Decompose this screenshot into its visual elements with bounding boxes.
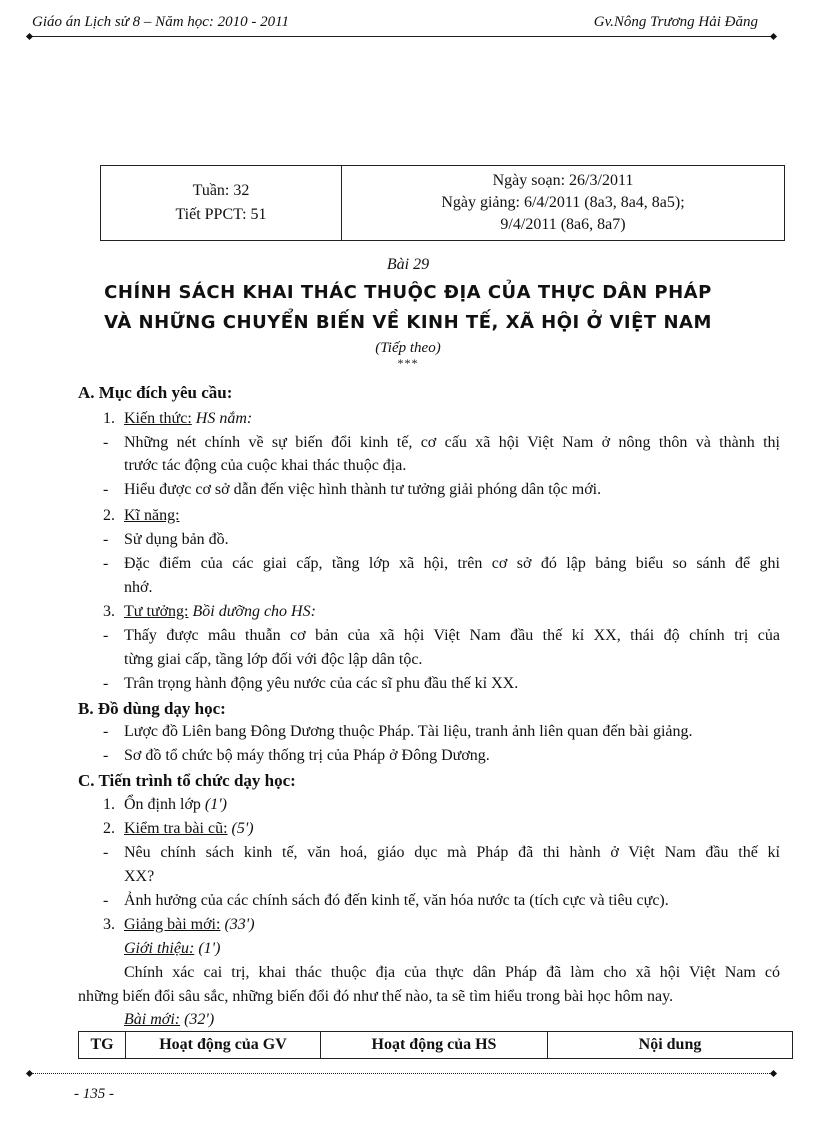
schedule-info-table [100, 165, 785, 241]
attitude-item-1-line-2: từng giai cấp, tầng lớp đối với độc lập dân tộc. [124, 651, 423, 668]
bullet-dash: - [103, 531, 109, 548]
header-rule [30, 36, 774, 37]
main-lesson-heading [124, 1011, 214, 1029]
bullet-dash: - [103, 892, 109, 909]
review-question-1-line-1: Nêu chính sách kinh tế, văn hoá, giáo dục mà Pháp đã thi hành ở Việt Nam đầu thế kỉ [124, 844, 780, 861]
introduction-text-line-1: Chính xác cai trị, khai thác thuộc địa của thực dân Pháp đã làm cho xã hội Việt Nam có [124, 964, 780, 981]
column-header-teacher-activity: Hoạt động của GV [126, 1032, 321, 1058]
new-lesson-label: Giảng bài mới: [124, 916, 221, 933]
main-lesson-time: (32') [184, 1011, 215, 1028]
bullet-dash: - [103, 434, 109, 451]
review-question-2: Ảnh hưởng của các chính sách đó đến kinh tế, văn hóa nước ta (tích cực và tiêu cực). [124, 892, 669, 909]
activities-table-header [78, 1031, 793, 1059]
review-time: (5') [231, 820, 254, 837]
class-order-number: 1. [103, 796, 115, 813]
new-lesson-step [124, 916, 255, 934]
week-number: Tuần: 32 [192, 182, 250, 199]
footer-rule-left-diamond [26, 1070, 33, 1077]
introduction-text-line-2: những biến đổi sâu sắc, những biến đổi đó như thế nào, ta sẽ tìm hiểu trong bài học hôm nay. [78, 988, 674, 1005]
introduction-heading [124, 940, 220, 958]
review-number: 2. [103, 820, 115, 837]
knowledge-item-1-line-2: trước tác động của cuộc khai thác thuộc địa. [124, 457, 407, 474]
footer-rule-right-diamond [770, 1070, 777, 1077]
introduction-time: (1') [198, 940, 221, 957]
review-label: Kiểm tra bài cũ: [124, 820, 228, 837]
review-question-1-line-2: XX? [124, 868, 155, 885]
skills-number: 2. [103, 507, 115, 524]
page-number: - 135 - [74, 1086, 114, 1102]
introduction-label: Giới thiệu: [124, 940, 195, 957]
period-number: Tiết PPCT: 51 [175, 206, 267, 223]
knowledge-note: HS nắm: [195, 410, 253, 427]
section-a-heading: A. Mục đích yêu cầu: [78, 383, 233, 402]
knowledge-heading [124, 410, 252, 428]
attitude-item-1-line-1: Thấy được mâu thuẫn cơ bản của xã hội Việt Nam đầu thế kỉ XX, thái độ chính trị của [124, 627, 780, 644]
review-step [124, 820, 254, 838]
header-rule-left-diamond [26, 33, 33, 40]
skills-item-2-line-1: Đặc điểm của các giai cấp, tầng lớp xã hội, trên cơ sở đó lập bảng biểu so sánh để ghi [124, 555, 780, 572]
class-order-step [124, 796, 227, 814]
bullet-dash: - [103, 627, 109, 644]
attitude-label: Tư tưởng: [124, 603, 189, 620]
bullet-dash: - [103, 675, 109, 692]
header-rule-right-diamond [770, 33, 777, 40]
lesson-title-line-1: CHÍNH SÁCH KHAI THÁC THUỘC ĐỊA CỦA THỰC DÂN PHÁP [104, 282, 712, 303]
teaching-date-line-1: Ngày giảng: 6/4/2011 (8a3, 8a4, 8a5); [441, 194, 685, 211]
knowledge-label: Kiến thức: [124, 410, 192, 427]
new-lesson-time: (33') [224, 916, 255, 933]
header-teacher-name: Gv.Nông Trương Hải Đăng [593, 14, 758, 30]
class-order-time: (1') [204, 796, 227, 813]
bullet-dash: - [103, 555, 109, 572]
new-lesson-number: 3. [103, 916, 115, 933]
bullet-dash: - [103, 844, 109, 861]
section-separator-stars: *** [397, 356, 419, 370]
lesson-subtitle: (Tiếp theo) [375, 340, 441, 356]
section-b-heading: B. Đồ dùng dạy học: [78, 699, 226, 718]
class-order-label: Ổn định lớp [124, 796, 201, 813]
attitude-number: 3. [103, 603, 115, 620]
attitude-heading [124, 603, 316, 621]
preparation-date: Ngày soạn: 26/3/2011 [492, 172, 634, 189]
footer-rule [30, 1073, 774, 1074]
lesson-number: Bài 29 [386, 256, 430, 273]
knowledge-item-2: Hiểu được cơ sở dẫn đến việc hình thành tư tưởng giải phóng dân tộc mới. [124, 481, 602, 498]
knowledge-number: 1. [103, 410, 115, 427]
schedule-info-right-cell [342, 166, 784, 240]
lesson-title-line-2: VÀ NHỮNG CHUYỂN BIẾN VỀ KINH TẾ, XÃ HỘI Ở VIỆT NAM [104, 312, 712, 333]
bullet-dash: - [103, 481, 109, 498]
skills-item-2-line-2: nhớ. [124, 579, 153, 596]
column-header-student-activity: Hoạt động của HS [321, 1032, 548, 1058]
column-header-content: Nội dung [638, 1036, 702, 1053]
skills-label: Kĩ năng: [124, 507, 180, 524]
main-lesson-label: Bài mới: [124, 1011, 181, 1028]
bullet-dash: - [103, 747, 109, 764]
bullet-dash: - [103, 723, 109, 740]
attitude-item-2: Trân trọng hành động yêu nước của các sĩ phu đầu thế kỉ XX. [124, 675, 519, 692]
knowledge-item-1-line-1: Những nét chính về sự biến đổi kinh tế, cơ cấu xã hội Việt Nam ở nông thôn và thành thị [124, 434, 780, 451]
schedule-info-left-cell [101, 166, 342, 240]
column-header-time: TG [79, 1032, 126, 1058]
attitude-note: Bồi dưỡng cho HS: [192, 603, 316, 620]
materials-item-1: Lược đồ Liên bang Đông Dương thuộc Pháp. Tài liệu, tranh ảnh liên quan đến bài giảng. [124, 723, 693, 740]
skills-heading [124, 507, 180, 525]
section-c-heading: C. Tiến trình tổ chức dạy học: [78, 771, 296, 790]
header-course-title: Giáo án Lịch sử 8 – Năm học: 2010 - 2011 [32, 14, 290, 30]
teaching-date-line-2: 9/4/2011 (8a6, 8a7) [500, 216, 626, 233]
materials-item-2: Sơ đồ tổ chức bộ máy thống trị của Pháp ở Đông Dương. [124, 747, 490, 764]
skills-item-1: Sử dụng bản đồ. [124, 531, 229, 548]
